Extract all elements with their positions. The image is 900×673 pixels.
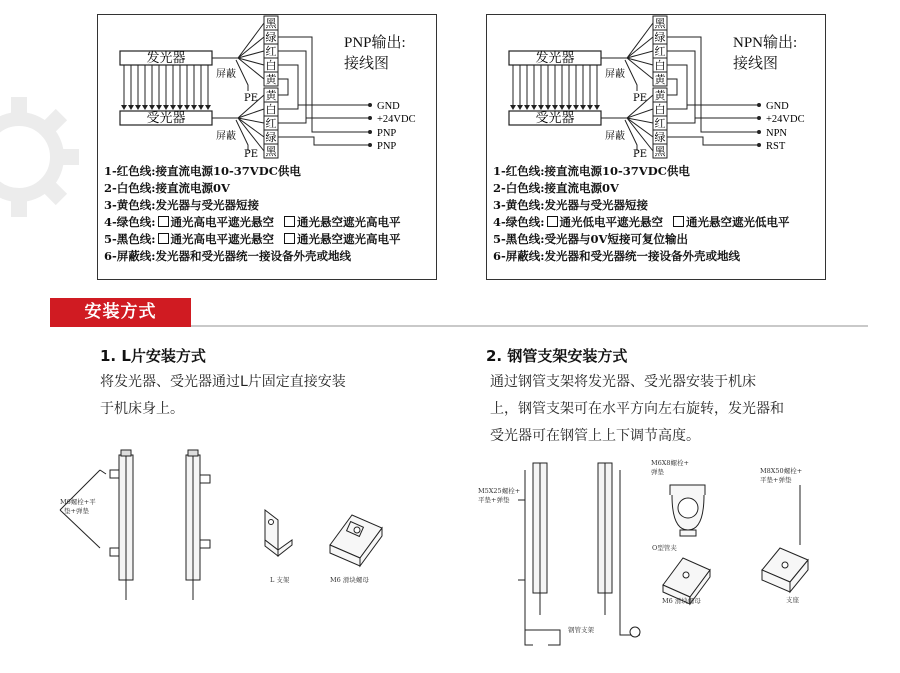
terminal-npn: NPN xyxy=(766,128,788,139)
wire-top-1: 黑 xyxy=(265,17,277,30)
wire-list-item: 3-黄色线:发光器与受光器短接 xyxy=(493,198,649,212)
wire-bottom-3: 红 xyxy=(654,117,666,130)
section-title: 安装方式 xyxy=(50,298,191,326)
emitter-shield-label: 屏蔽 xyxy=(216,69,236,80)
receiver-shield-label: 屏蔽 xyxy=(605,131,625,142)
m2-bolt-label-6: 平垫+弹垫 xyxy=(760,476,792,484)
method1-description: 将发光器、受光器通过L片固定直接安装 于机床身上。 xyxy=(100,374,346,417)
base-caption: 支座 xyxy=(786,596,799,604)
m2-bolt-label-2: 平垫+弹垫 xyxy=(478,496,510,504)
receiver-label: 受光器 xyxy=(146,111,186,126)
pipe-clamp-part xyxy=(670,485,705,536)
receiver-label: 受光器 xyxy=(535,111,575,126)
pipe-clamp-caption: O型管夹 xyxy=(652,544,677,552)
emitter-label: 发光器 xyxy=(535,51,575,66)
wire-bottom-4: 绿 xyxy=(654,131,666,144)
m2-bolt-label-5: M8X50螺栓+ xyxy=(760,467,803,475)
wire-top-4: 白 xyxy=(265,59,277,72)
wire-list-item: 4-绿色线: 通光低电平遮光悬空 通光悬空遮光低电平 xyxy=(493,215,790,229)
wire-list-item: 4-绿色线: 通光高电平遮光悬空 通光悬空遮光高电平 xyxy=(104,215,401,229)
npn-diagram-title: NPN输出: 接线图 xyxy=(733,35,798,72)
receiver-pe-label: PE xyxy=(244,149,259,160)
wire-top-4: 白 xyxy=(654,59,666,72)
l-mount-sensor-receiver xyxy=(186,450,210,600)
wire-bottom-2: 白 xyxy=(654,103,666,116)
method2-heading: 2. 钢管支架安装方式 xyxy=(486,347,628,365)
wire-list-item: 2-白色线:接直流电源0V xyxy=(493,181,619,195)
terminal-24vdc: +24VDC xyxy=(766,114,805,125)
wire-list-item: 3-黄色线:发光器与受光器短接 xyxy=(104,198,260,212)
wire-top-3: 红 xyxy=(265,45,277,58)
pipe-bracket-caption: 钢管支架 xyxy=(568,626,594,634)
terminal-24vdc: +24VDC xyxy=(377,114,416,125)
wire-bottom-5: 黑 xyxy=(265,145,277,158)
method2-description: 通过钢管支架将发光器、受光器安装于机床 上，钢管支架可在水平方向左右旋转，发光器和 受光器可在钢管上上下调节高度。 xyxy=(490,374,784,444)
wire-list-item: 1-红色线:接直流电源10-37VDC供电 xyxy=(104,164,301,178)
wire-bottom-3: 红 xyxy=(265,117,277,130)
wire-top-5: 黄 xyxy=(654,73,666,86)
pipe-mount-sensor-emitter xyxy=(518,463,560,645)
wire-list-item: 5-黑色线: 通光高电平遮光悬空 通光悬空遮光高电平 xyxy=(104,232,401,246)
emitter-pe-label: PE xyxy=(633,93,648,104)
wire-bottom-1: 黄 xyxy=(654,89,666,102)
wire-bottom-2: 白 xyxy=(265,103,277,116)
wire-top-5: 黄 xyxy=(265,73,277,86)
pnp-diagram-title: PNP输出: 接线图 xyxy=(344,35,406,72)
wire-bottom-1: 黄 xyxy=(265,89,277,102)
m2-bolt-label-1: M5X25螺栓+ xyxy=(478,487,521,495)
wire-top-1: 黑 xyxy=(654,17,666,30)
l-bracket-part xyxy=(265,510,292,556)
wire-bottom-4: 绿 xyxy=(265,131,277,144)
wire-top-3: 红 xyxy=(654,45,666,58)
terminal-gnd: GND xyxy=(766,101,789,112)
m2-bolt-label-3: M6X8螺栓+ xyxy=(651,459,690,467)
l-mount-sensor-emitter xyxy=(60,450,133,600)
l-bracket-caption: L 支架 xyxy=(270,576,290,584)
wire-top-2: 绿 xyxy=(265,31,277,44)
m2-slider-nut-caption: M6 滑块螺母 xyxy=(662,597,701,605)
emitter-label: 发光器 xyxy=(146,51,186,66)
terminal-pnp-2: PNP xyxy=(377,141,397,152)
m1-screw-label-2: 垫+弹垫 xyxy=(64,507,89,515)
wire-list-item: 2-白色线:接直流电源0V xyxy=(104,181,230,195)
wire-list-item: 6-屏蔽线:发光器和受光器统一接设备外壳或地线 xyxy=(104,249,352,263)
terminal-gnd: GND xyxy=(377,101,400,112)
base-part xyxy=(762,485,808,592)
method1-heading: 1. L片安装方式 xyxy=(100,347,206,365)
receiver-pe-label: PE xyxy=(633,149,648,160)
pipe-mount-sensor-receiver xyxy=(598,463,640,637)
wire-list-item: 1-红色线:接直流电源10-37VDC供电 xyxy=(493,164,690,178)
wire-list-item: 5-黑色线:受光器与0V短接可复位输出 xyxy=(493,232,688,246)
m2-bolt-label-4: 弹垫 xyxy=(651,468,664,476)
emitter-shield-label: 屏蔽 xyxy=(605,69,625,80)
slider-nut-part xyxy=(330,515,382,566)
receiver-shield-label: 屏蔽 xyxy=(216,131,236,142)
terminal-pnp-1: PNP xyxy=(377,128,397,139)
m1-screw-label-1: M6螺栓+平 xyxy=(60,498,96,506)
terminal-rst: RST xyxy=(766,141,786,152)
emitter-pe-label: PE xyxy=(244,93,259,104)
wire-bottom-5: 黑 xyxy=(654,145,666,158)
m1-slider-nut-caption: M6 滑块螺母 xyxy=(330,576,369,584)
wire-list-item: 6-屏蔽线:发光器和受光器统一接设备外壳或地线 xyxy=(493,249,741,263)
wire-top-2: 绿 xyxy=(654,31,666,44)
